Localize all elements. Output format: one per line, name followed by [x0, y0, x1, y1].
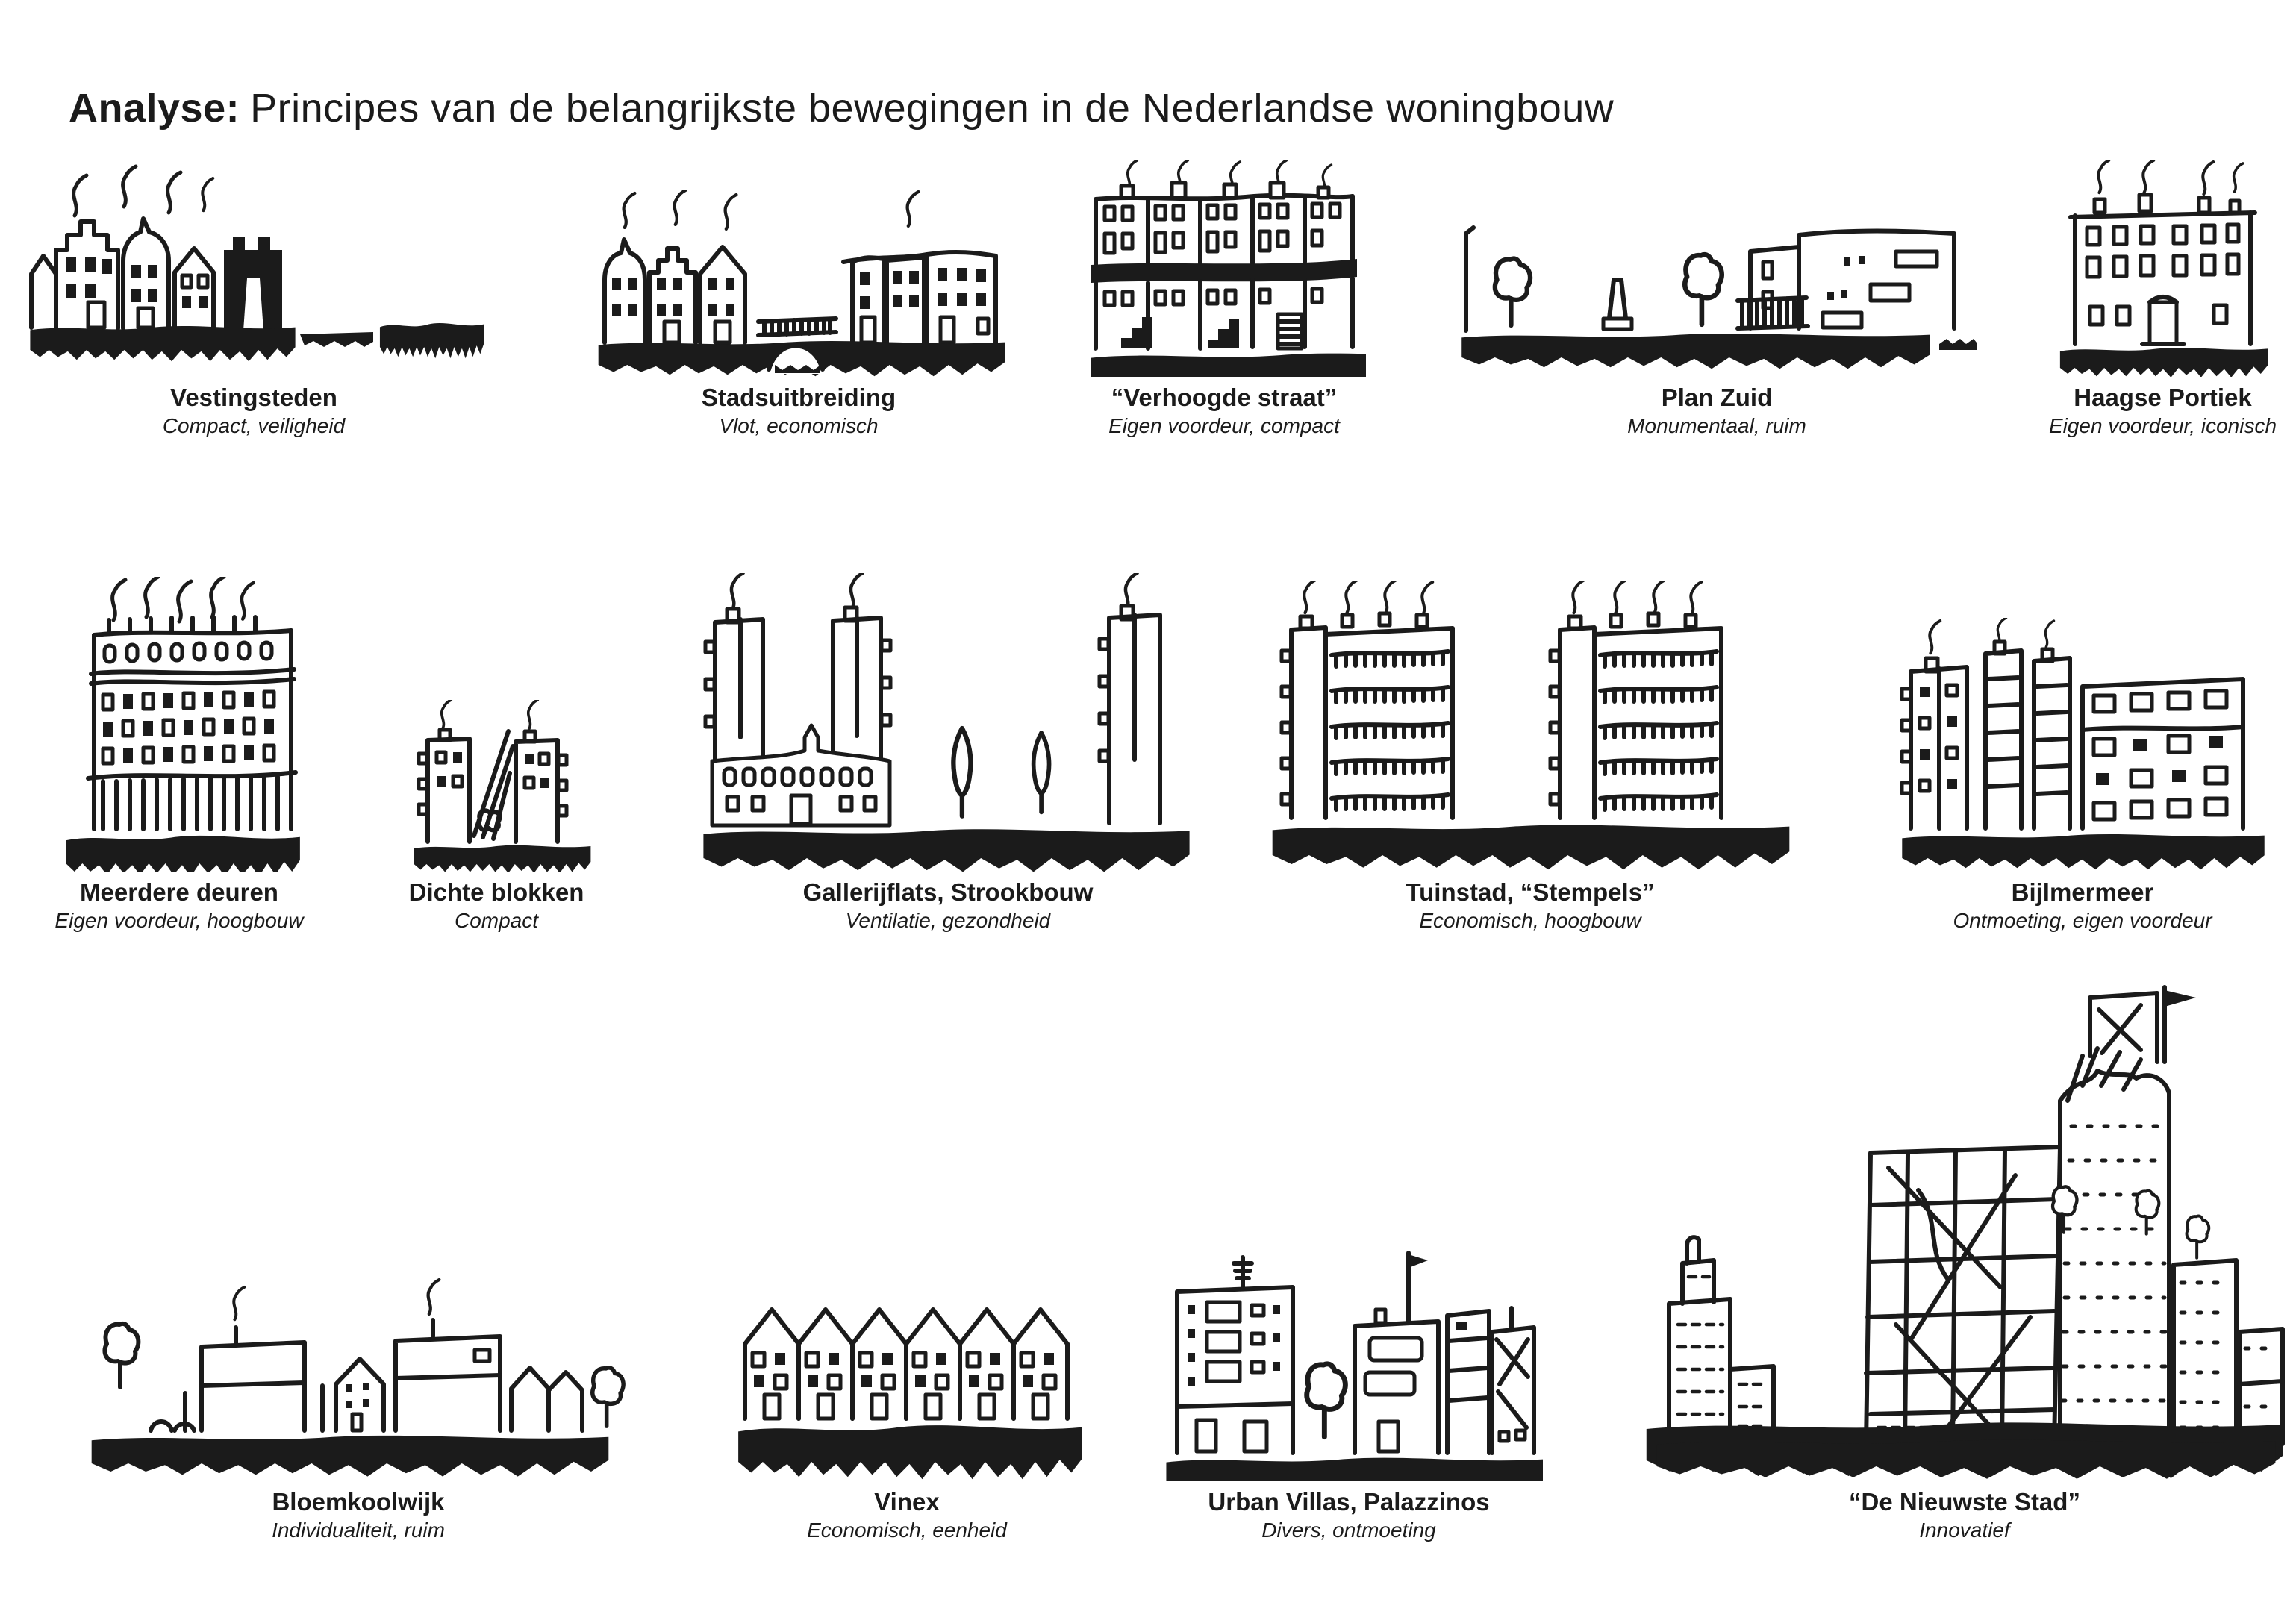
dichte-blokken-sketch — [384, 700, 608, 872]
smoke — [74, 175, 87, 216]
nieuwste-stad-sketch — [1642, 966, 2287, 1481]
figure-tuinstad — [1269, 581, 1791, 934]
title-rest: Principes van de belangrijkste bewegingen in de Nederlandse woningbouw — [250, 86, 1615, 131]
tuinstad-block — [1282, 581, 1453, 818]
tree — [2136, 1191, 2159, 1234]
figure-traits: Eigen voordeur, compact — [1108, 413, 1340, 437]
figure-caption — [1896, 878, 2269, 934]
ground — [1091, 354, 1366, 377]
figure-caption — [694, 878, 1202, 934]
tree — [1034, 733, 1049, 812]
figure-caption — [22, 383, 485, 439]
figure-name: Tuinstad, “Stempels” — [1406, 878, 1655, 906]
antenna — [1234, 1257, 1252, 1287]
tree — [1307, 1364, 1346, 1437]
ground-fragment — [1939, 339, 1977, 350]
bijlmermeer-sketch — [1896, 618, 2269, 872]
figure-name: Vestingsteden — [170, 384, 337, 411]
ground — [30, 326, 295, 361]
title-lead: Analyse: — [69, 86, 240, 131]
tuinstad-sketch — [1269, 581, 1791, 872]
figure-traits: Eigen voordeur, hoogbouw — [54, 908, 304, 932]
vinex-sketch — [731, 1272, 1082, 1481]
figure-caption — [1269, 878, 1791, 934]
figure-name: Haagse Portiek — [2074, 384, 2252, 411]
figure-traits: Monumentaal, ruim — [1627, 413, 1806, 437]
figure-traits: Compact, veiligheid — [162, 413, 346, 437]
stairs — [1121, 317, 1152, 348]
figure-name: Gallerijflats, Strookbouw — [802, 878, 1094, 906]
stepped-tower — [1669, 1237, 1774, 1438]
figure-traits: Individualiteit, ruim — [272, 1518, 445, 1542]
grid-tower — [1866, 1147, 2060, 1444]
stairs — [1208, 319, 1239, 348]
figure-traits: Eigen voordeur, iconisch — [2048, 413, 2277, 437]
figure-name: Bloemkoolwijk — [272, 1488, 445, 1516]
bushes — [151, 1422, 194, 1430]
right-tower — [2174, 1216, 2283, 1444]
figure-bloemkoolwijk — [82, 1272, 634, 1543]
figure-traits: Ventilatie, gezondheid — [845, 908, 1051, 932]
colonnade — [103, 777, 278, 829]
figure-caption — [731, 1487, 1082, 1543]
figure-caption — [45, 878, 313, 934]
figure-caption — [1642, 1487, 2287, 1543]
figure-caption — [82, 1487, 634, 1543]
figure-caption — [2045, 383, 2280, 439]
ground — [66, 836, 300, 872]
figure-name: Urban Villas, Palazzinos — [1208, 1488, 1490, 1516]
figure-dichte-blokken — [384, 700, 608, 934]
figure-traits: Ontmoeting, eigen voordeur — [1953, 908, 2212, 932]
figure-plan-zuid — [1456, 205, 1978, 439]
ground — [703, 829, 1189, 872]
tree — [593, 1368, 623, 1426]
figure-urban-villas — [1155, 1228, 1543, 1543]
figure-name: Stadsuitbreiding — [701, 384, 896, 411]
plan-zuid-sketch — [1456, 205, 1978, 377]
figure-bijlmermeer — [1896, 618, 2269, 934]
figure-traits: Economisch, hoogbouw — [1419, 908, 1641, 932]
vinex-house — [745, 1310, 799, 1419]
figure-name: Plan Zuid — [1661, 384, 1773, 411]
figure-stadsuitbreiding — [590, 190, 1008, 439]
tree — [953, 728, 970, 816]
figure-nieuwste-stad — [1642, 966, 2287, 1543]
tree — [104, 1324, 138, 1387]
moat-water — [300, 332, 373, 347]
figure-name: Vinex — [874, 1488, 940, 1516]
flagpole — [1466, 228, 1473, 331]
urban-villas-sketch — [1155, 1228, 1543, 1481]
figure-name: “De Nieuwste Stad” — [1849, 1488, 2080, 1516]
ground — [1166, 1458, 1543, 1481]
bloemkoolwijk-sketch — [82, 1272, 634, 1481]
ground — [92, 1436, 609, 1477]
figure-haagse-portiek — [2045, 160, 2280, 439]
scribble — [1497, 1339, 1528, 1427]
tree — [1685, 254, 1721, 325]
ground — [1461, 334, 1930, 369]
figure-name: “Verhoogde straat” — [1111, 384, 1338, 411]
figure-traits: Compact — [454, 908, 539, 932]
figure-name: Meerdere deuren — [80, 878, 278, 906]
ground — [380, 323, 484, 358]
figure-caption — [384, 878, 608, 934]
figure-vestingsteden — [22, 160, 485, 439]
ground — [1902, 834, 2264, 869]
figure-traits: Divers, ontmoeting — [1261, 1518, 1436, 1542]
figure-caption — [1456, 383, 1978, 439]
ground — [414, 845, 591, 872]
gallerijflats-sketch — [694, 573, 1202, 872]
figure-meerdere-deuren — [45, 577, 313, 934]
page-title — [69, 85, 1614, 131]
figure-caption — [1082, 383, 1366, 439]
stadsuitbreiding-sketch — [590, 190, 1008, 377]
figure-traits: Economisch, eenheid — [807, 1518, 1007, 1542]
gallery-bands — [1332, 651, 1448, 810]
figure-name: Dichte blokken — [408, 878, 584, 906]
verhoogde-straat-sketch — [1082, 160, 1366, 377]
tree — [1495, 259, 1530, 325]
meerdere-deuren-sketch — [45, 577, 313, 872]
figure-vinex — [731, 1272, 1082, 1543]
tree — [2187, 1216, 2209, 1258]
figure-gallerijflats — [694, 573, 1202, 934]
flag — [2165, 990, 2196, 1007]
figure-caption — [590, 383, 1008, 439]
haagse-portiek-sketch — [2045, 160, 2280, 377]
figure-caption — [1155, 1487, 1543, 1543]
figure-verhoogde-straat — [1082, 160, 1366, 439]
figure-name: Bijlmermeer — [2011, 878, 2154, 906]
vestingsteden-sketch — [22, 160, 485, 377]
ground — [2060, 348, 2268, 377]
figure-traits: Vlot, economisch — [719, 413, 879, 437]
ground — [738, 1425, 1082, 1479]
elevated-street — [1091, 259, 1357, 283]
ground — [1657, 1440, 2276, 1479]
ground — [1273, 825, 1790, 870]
figure-traits: Innovatief — [1919, 1518, 2010, 1542]
